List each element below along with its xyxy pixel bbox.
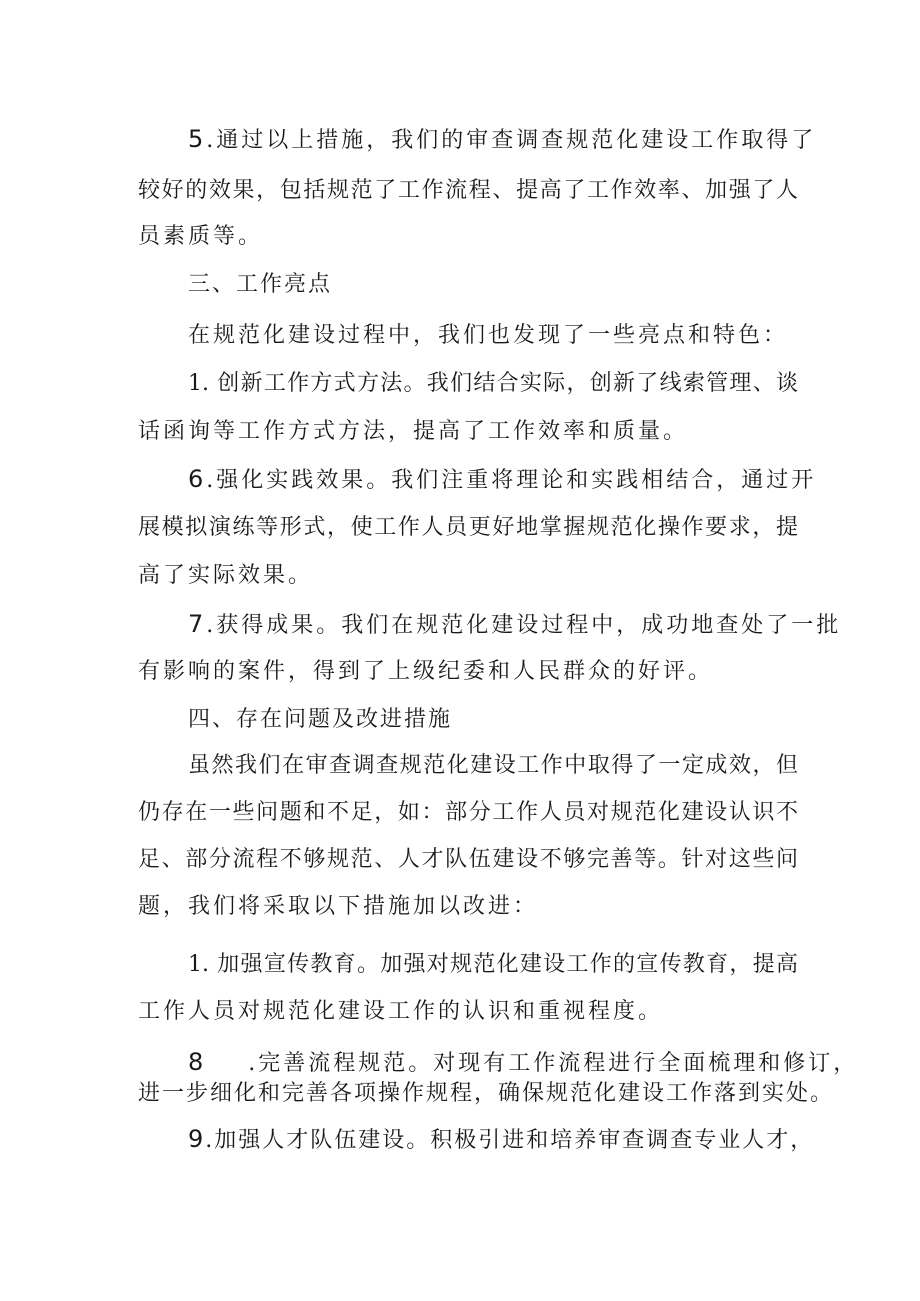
list-number: 5 <box>188 125 207 153</box>
section-heading-3: 三、工作亮点 <box>188 272 333 297</box>
improve-item-1-line-1: 1. 加强宣传教育。加强对规范化建设工作的宣传教育，提高 <box>188 952 798 977</box>
paragraph-7-line-2: 有影响的案件，得到了上级纪委和人民群众的好评。 <box>138 659 714 684</box>
improve-item-1-line-2: 工作人员对规范化建设工作的认识和重视程度。 <box>138 999 664 1024</box>
paragraph-8-line-2: 进一步细化和完善各项操作规程，确保规范化建设工作落到实处。 <box>138 1081 835 1106</box>
paragraph-6-line-1: 6.强化实践效果。我们注重将理论和实践相结合，通过开 <box>188 465 817 493</box>
paragraph-8-line-1: 8 .完善流程规范。对现有工作流程进行全面梳理和修订， <box>188 1048 859 1076</box>
paragraph-6-line-2: 展模拟演练等形式，使工作人员更好地掌握规范化操作要求，提 <box>138 515 798 540</box>
section-4-para-line-2: 仍存在一些问题和不足，如：部分工作人员对规范化建设认识不 <box>138 800 798 825</box>
item-1-line-1: 1. 创新工作方式方法。我们结合实际，创新了线索管理、谈 <box>188 371 798 396</box>
section-4-para-line-1: 虽然我们在审查调查规范化建设工作中取得了一定成效，但 <box>188 753 798 778</box>
section-3-intro: 在规范化建设过程中，我们也发现了一些亮点和特色： <box>188 323 789 348</box>
list-number: 6 <box>188 465 207 493</box>
section-heading-4: 四、存在问题及改进措施 <box>188 707 453 732</box>
paragraph-7-line-1: 7.获得成果。我们在规范化建设过程中，成功地查处了一批 <box>188 610 842 638</box>
list-number: 9 <box>188 1125 206 1153</box>
section-4-para-line-3: 足、部分流程不够规范、人才队伍建设不够完善等。针对这些问 <box>138 847 798 872</box>
paragraph-5-line-1: 5.通过以上措施，我们的审查调查规范化建设工作取得了 <box>188 125 817 153</box>
paragraph-5-line-2: 较好的效果，包括规范了工作流程、提高了工作效率、加强了人 <box>138 178 798 203</box>
paragraph-9-line-1: 9.加强人才队伍建设。积极引进和培养审查调查专业人才， <box>188 1125 815 1153</box>
paragraph-6-line-3: 高了实际效果。 <box>138 563 314 588</box>
paragraph-5-line-3: 员素质等。 <box>138 224 264 249</box>
list-number: 7 <box>188 610 207 638</box>
item-1-line-2: 话函询等工作方式方法，提高了工作效率和质量。 <box>138 419 689 444</box>
list-number: 8 <box>188 1048 207 1076</box>
section-4-para-line-4: 题，我们将采取以下措施加以改进： <box>138 894 539 919</box>
